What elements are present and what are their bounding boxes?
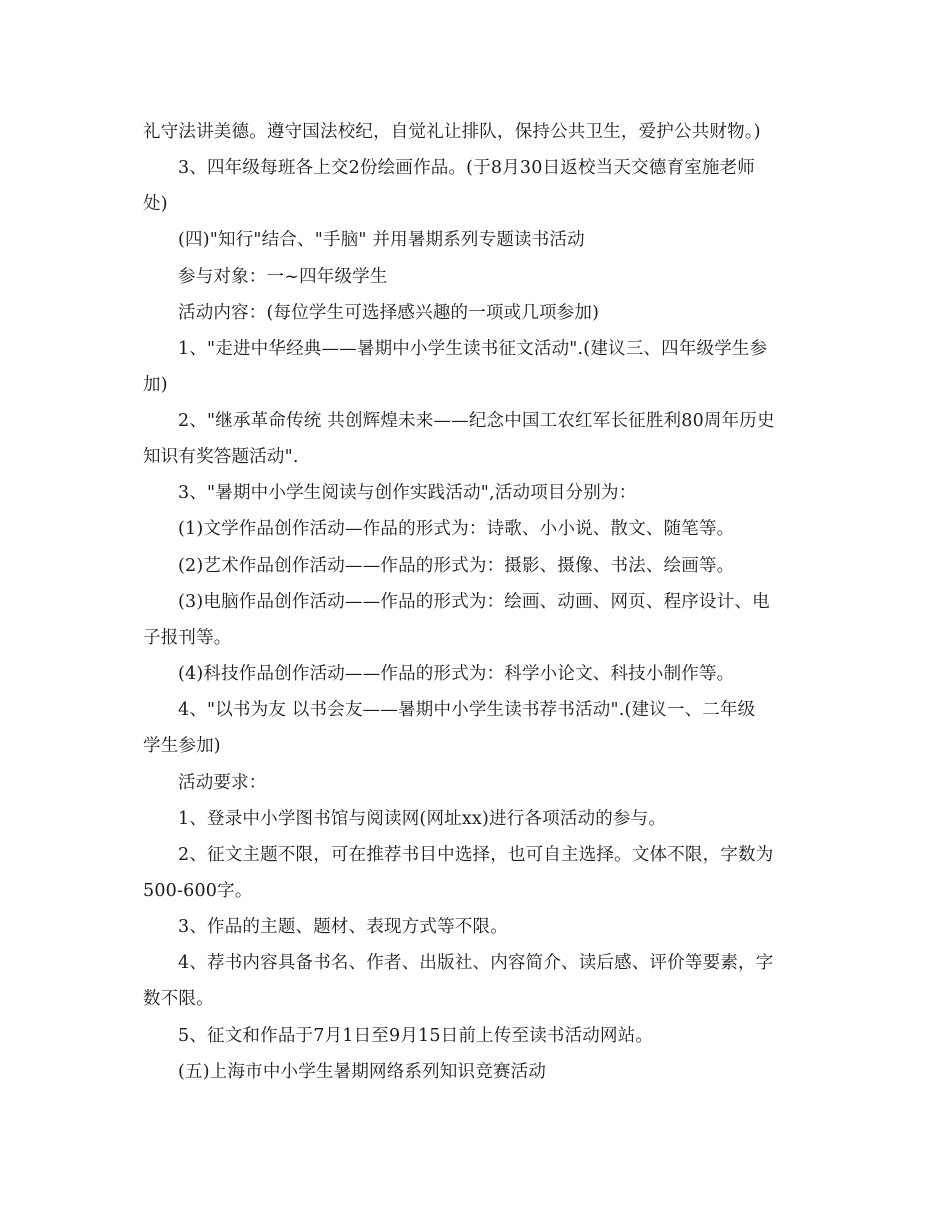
body-text-line: 礼守法讲美德。遵守国法校纪，自觉礼让排队，保持公共卫生，爱护公共财物。) <box>143 122 761 142</box>
body-text-line: 1、"走进中华经典——暑期中小学生读书征文活动".(建议三、四年级学生参 <box>178 339 768 359</box>
body-text-line: 2、征文主题不限，可在推荐书目中选择，也可自主选择。文体不限，字数为 <box>178 845 774 865</box>
body-text-line: 活动内容：(每位学生可选择感兴趣的一项或几项参加) <box>178 303 600 323</box>
section-heading: 活动要求： <box>178 773 267 793</box>
body-text-line: 4、荐书内容具备书名、作者、出版社、内容简介、读后感、评价等要素，字 <box>178 953 774 973</box>
body-text-line: 知识有奖答题活动". <box>143 447 299 467</box>
section-heading: (五)上海市中小学生暑期网络系列知识竞赛活动 <box>178 1062 547 1082</box>
body-text-line: 数不限。 <box>143 989 214 1009</box>
body-text-line: 3、作品的主题、题材、表现方式等不限。 <box>178 917 508 937</box>
body-text-line: 500-600字。 <box>143 881 253 901</box>
body-text-line: 2、"继承革命传统 共创辉煌未来——纪念中国工农红军长征胜利80周年历史 <box>178 411 775 431</box>
body-text-line: (1)文学作品创作活动—作品的形式为：诗歌、小小说、散文、随笔等。 <box>178 519 735 539</box>
body-text-line: (3)电脑作品创作活动——作品的形式为：绘画、动画、网页、程序设计、电 <box>178 592 770 612</box>
body-text-line: 参与对象：一~四年级学生 <box>178 267 388 287</box>
body-text-line: 5、征文和作品于7月1日至9月15日前上传至读书活动网站。 <box>178 1026 654 1046</box>
body-text-line: 加) <box>143 375 168 395</box>
section-heading: (四)"知行"结合、"手脑" 并用暑期系列专题读书活动 <box>178 230 585 250</box>
body-text-line: 学生参加) <box>143 736 221 756</box>
body-text-line: (2)艺术作品创作活动——作品的形式为：摄影、摄像、书法、绘画等。 <box>178 556 735 576</box>
body-text-line: 子报刊等。 <box>143 628 232 648</box>
body-text-line: 处) <box>143 194 168 214</box>
body-text-line: 1、登录中小学图书馆与阅读网(网址xx)进行各项活动的参与。 <box>178 809 667 829</box>
body-text-line: 3、"暑期中小学生阅读与创作实践活动",活动项目分别为： <box>178 483 637 503</box>
body-text-line: (4)科技作品创作活动——作品的形式为：科学小论文、科技小制作等。 <box>178 664 735 684</box>
body-text-line: 4、"以书为友 以书会友——暑期中小学生读书荐书活动".(建议一、二年级 <box>178 700 756 720</box>
body-text-line: 3、四年级每班各上交2份绘画作品。(于8月30日返校当天交德育室施老师 <box>178 158 755 178</box>
